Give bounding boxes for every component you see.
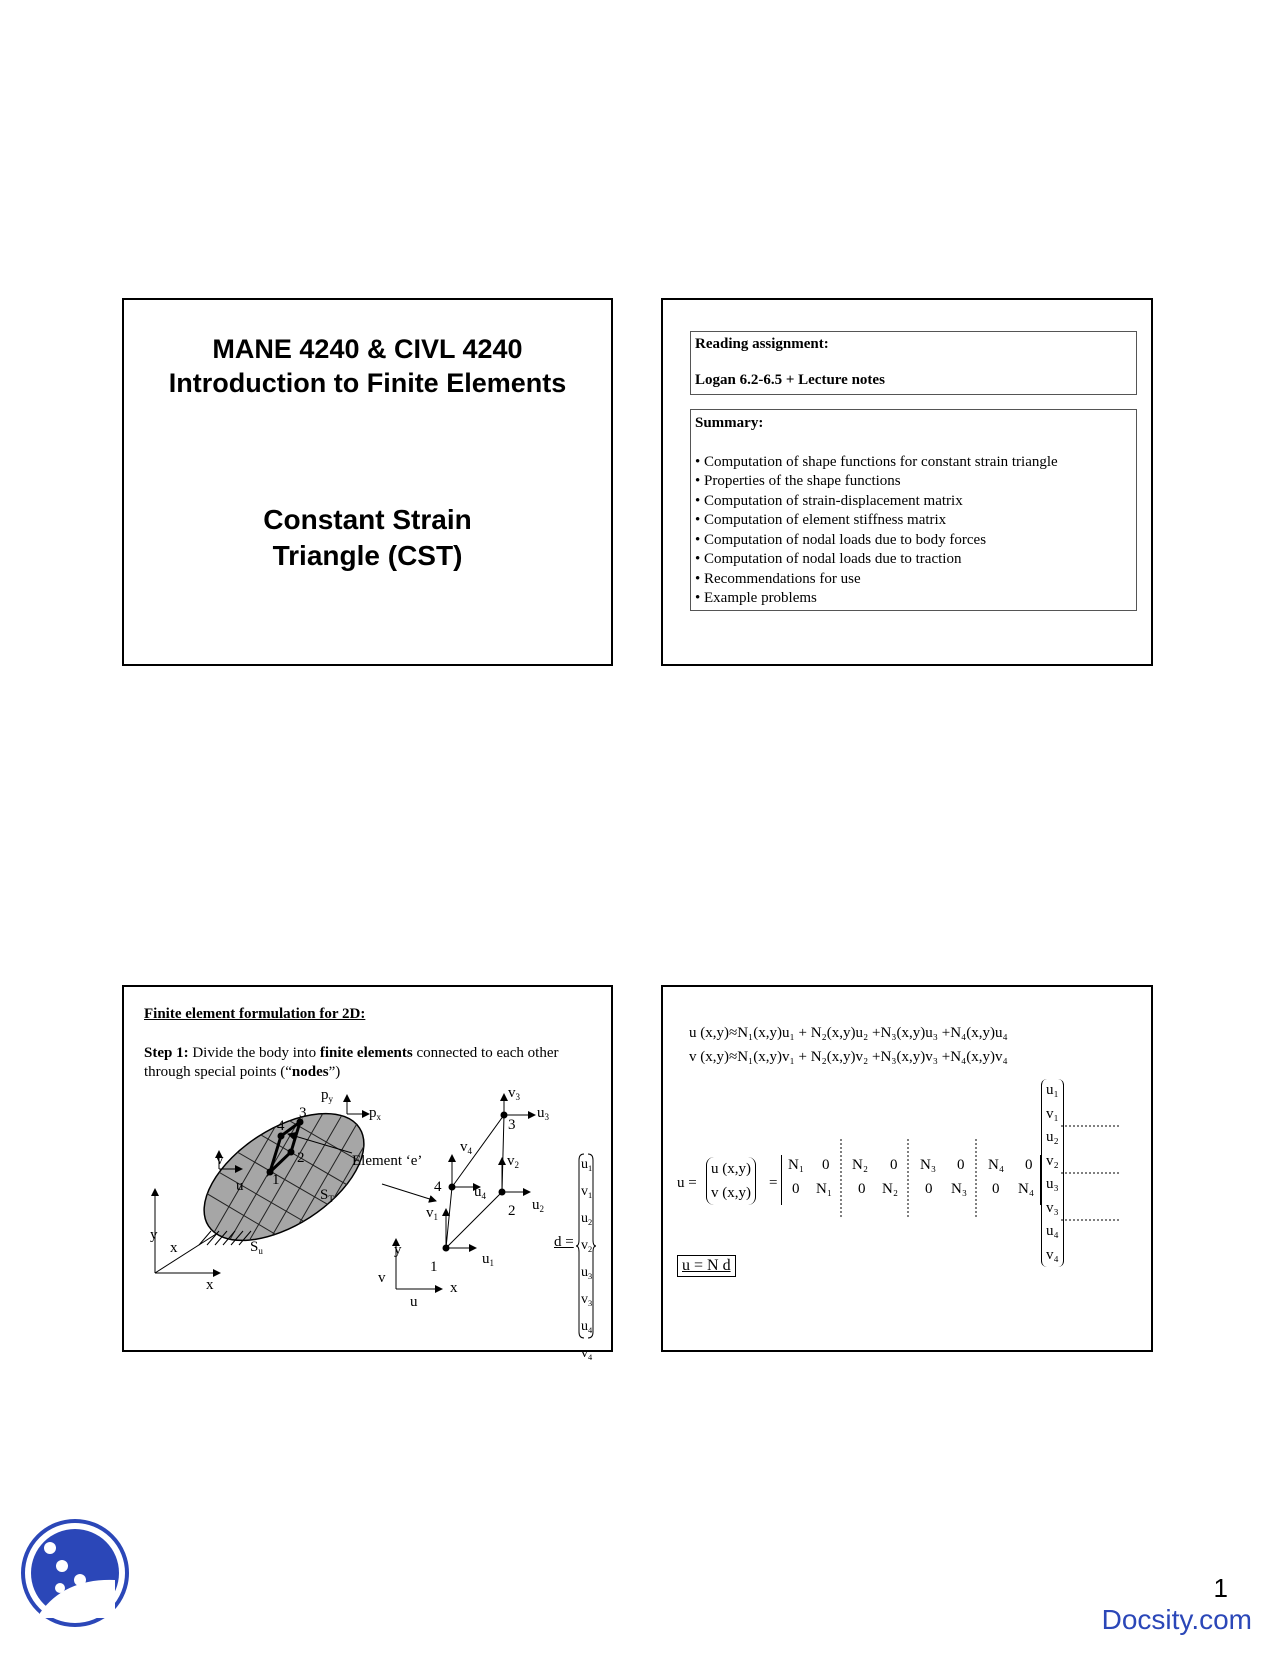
lecture-title: Constant Strain Triangle (CST) (263, 504, 472, 571)
reading-heading: Reading assignment: (695, 336, 829, 352)
label-node-1: 1 (272, 1172, 280, 1188)
summary-item: • Computation of element stiffness matrix (695, 512, 947, 528)
label-dnode-2: 2 (508, 1203, 516, 1219)
lhs-u: u = (677, 1175, 697, 1191)
label-d-equals: d = (554, 1234, 574, 1250)
label-px: $p_x$ (369, 1105, 381, 1122)
d-entry: $u_4$ (581, 1319, 593, 1335)
label-node-2: 2 (297, 1150, 305, 1166)
docsity-logo-icon (20, 1518, 130, 1628)
summary-item: • Properties of the shape functions (695, 473, 901, 489)
summary-heading: Summary: (695, 415, 764, 431)
label-node-4: 4 (277, 1118, 285, 1134)
slide-title (122, 298, 613, 666)
matrix-partitions (781, 1139, 1041, 1219)
label-v: v (216, 1152, 224, 1168)
d-entry: $v_2$ (581, 1238, 593, 1254)
d-entry: $u_1$ (581, 1157, 593, 1173)
d-entry: $u_3$ (581, 1265, 593, 1281)
label-node-3: 3 (299, 1105, 307, 1121)
label-dnode-1: 1 (430, 1259, 438, 1275)
d-entry: $v_3$ (581, 1292, 593, 1308)
d-entry: $v_4$ (581, 1346, 593, 1362)
boxed-equation: u = N d (677, 1255, 736, 1277)
label-dnode-4: 4 (434, 1179, 442, 1195)
d-entry: $v_1$ (581, 1184, 593, 1200)
summary-item: • Computation of nodal loads due to body forces (695, 531, 987, 548)
label-local-u: u (410, 1294, 418, 1310)
label-u: u (236, 1178, 244, 1194)
label-u4: $u_4$ (474, 1184, 486, 1201)
d-vector (581, 1153, 592, 1369)
label-py: $p_y$ (321, 1087, 333, 1104)
slide3-heading: Finite element formulation for 2D: (144, 1006, 366, 1022)
body-domain (182, 1088, 385, 1267)
label-v1: $v_1$ (426, 1205, 438, 1222)
summary-item: • Recommendations for use (695, 570, 861, 587)
label-local-v: v (378, 1270, 386, 1286)
reading-box (690, 331, 1137, 395)
reading-text: Logan 6.2-6.5 + Lecture notes (695, 372, 885, 388)
uv-vector: u (x,y) v (x,y) (706, 1157, 756, 1205)
summary-item: • Computation of nodal loads due to traction (695, 551, 962, 567)
label-local-y: y (394, 1242, 402, 1258)
summary-box (690, 409, 1137, 611)
label-local-x: x (450, 1280, 458, 1296)
label-dnode-3: 3 (508, 1117, 516, 1133)
label-v3: $v_3$ (508, 1085, 520, 1102)
slide-summary (661, 298, 1153, 666)
label-u1: $u_1$ (482, 1251, 494, 1268)
summary-item: • Computation of shape functions for constant strain triangle (695, 453, 1058, 470)
label-global-y: y (150, 1227, 158, 1243)
slide-interpolation (661, 985, 1153, 1352)
equals-sign: = (769, 1175, 778, 1191)
label-global-x-diag: x (170, 1240, 178, 1256)
page-number: 1 (1213, 1573, 1228, 1603)
course-title: MANE 4240 & CIVL 4240 Introduction to Finite Elements (168, 334, 567, 398)
label-v2: $v_2$ (507, 1153, 519, 1170)
node-2 (288, 1149, 295, 1156)
label-global-x: x (206, 1277, 214, 1293)
eq-u-approx: u (x,y)≈N₁(x,y)u₁ + N₂(x,y)u₂ +N₃(x,y)u₃ +N₄(x,y)u₄ (689, 1025, 1008, 1041)
detached-element (446, 1115, 504, 1248)
slide-fe-formulation (122, 985, 613, 1362)
d-vector-partitions (1061, 1079, 1121, 1279)
eq-v-approx: v (x,y)≈N₁(x,y)v₁ + N₂(x,y)v₂ +N₃(x,y)v₃ +N₄(x,y)v₄ (689, 1049, 1008, 1065)
label-st: $S_T$ (320, 1187, 334, 1204)
docsity-brand-link[interactable]: Docsity.com (1101, 1604, 1252, 1635)
fe-body-diagram (124, 1087, 611, 1347)
label-u3: $u_3$ (537, 1105, 549, 1122)
label-v4: $v_4$ (460, 1139, 472, 1156)
shape-matrix: N₁ 0 N₂ 0 N₃ 0 N₄ 0 0 N₁ 0 N₂ 0 N₃ 0 N₄ (781, 1155, 1041, 1205)
label-u2: $u_2$ (532, 1197, 544, 1214)
step1-text: Step 1: Divide the body into finite elements connected to each other through special points (“nodes”) (144, 1045, 559, 1080)
label-su: $S_u$ (250, 1239, 263, 1256)
d-entry: $u_2$ (581, 1211, 593, 1227)
element-pointer-right (382, 1184, 436, 1201)
d-vector-right: u₁ v₁ u₂ v₂ u₃ v₃ u₄ v₄ (1041, 1079, 1064, 1267)
nodal-dof-arrows (446, 1094, 535, 1248)
summary-item: • Computation of strain-displacement matrix (695, 492, 963, 509)
label-element: Element ‘e’ (352, 1153, 423, 1169)
summary-item: • Example problems (695, 590, 817, 606)
